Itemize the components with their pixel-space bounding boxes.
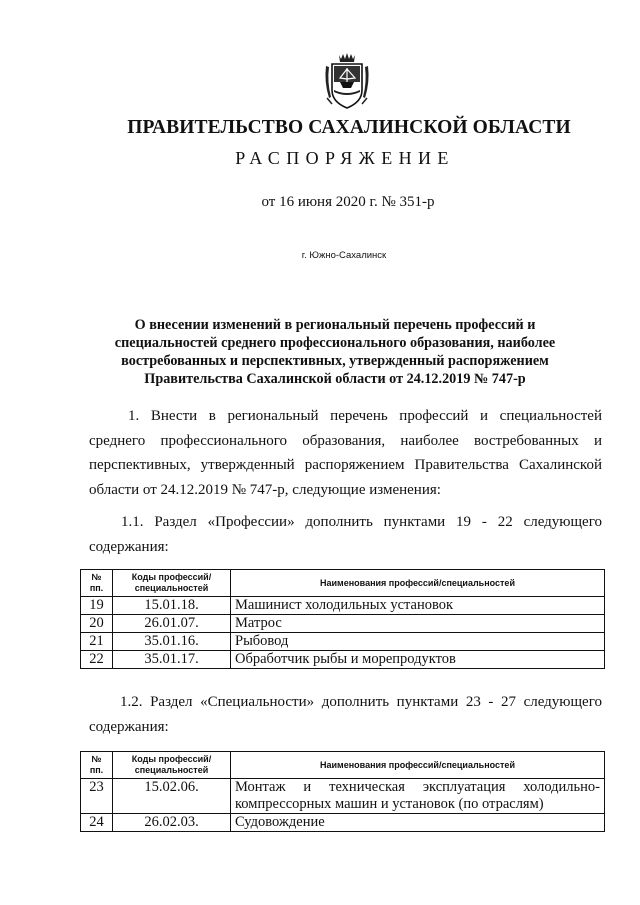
header-name: Наименования профессий/специальностей bbox=[231, 752, 605, 779]
header-num: № пп. bbox=[81, 752, 113, 779]
document-type: РАСПОРЯЖЕНИЕ bbox=[235, 148, 455, 168]
row-code: 15.01.18. bbox=[113, 597, 231, 615]
row-name: Обработчик рыбы и морепродуктов bbox=[231, 651, 605, 669]
row-code: 26.01.07. bbox=[113, 615, 231, 633]
table-header-row bbox=[81, 570, 605, 597]
row-num: 20 bbox=[81, 615, 113, 633]
row-name: Судовождение bbox=[231, 814, 605, 832]
specialties-table bbox=[80, 751, 605, 832]
government-name: ПРАВИТЕЛЬСТВО САХАЛИНСКОЙ ОБЛАСТИ bbox=[127, 117, 571, 138]
document-subject: О внесении изменений в региональный перечень профессий и специальностей среднего профессионального образования, наиболее востребованных и перспективных, утвержденный распоряжением Правительства Сахалинской области от 24.12.2019 № 747-р bbox=[114, 317, 556, 387]
paragraph-1: 1. Внести в региональный перечень профессий и специальностей среднего профессионального образования, наиболее востребованных и перспективных, утвержденный распоряжением Правительства Сахалинской области от 24.12.2019 № 747-р, следующие изменения: bbox=[89, 408, 602, 498]
table-row bbox=[81, 615, 605, 633]
paragraph-1-2: 1.2. Раздел «Специальности» дополнить пунктами 23 - 27 следующего содержания: bbox=[89, 694, 602, 735]
row-code: 35.01.16. bbox=[113, 633, 231, 651]
paragraph-1-1: 1.1. Раздел «Профессии» дополнить пунктами 19 - 22 следующего содержания: bbox=[89, 514, 602, 555]
document-date-number: от 16 июня 2020 г. № 351-р bbox=[261, 194, 435, 210]
document-city: г. Южно-Сахалинск bbox=[301, 250, 387, 261]
table-header-row bbox=[81, 752, 605, 779]
row-num: 23 bbox=[81, 779, 113, 814]
table-row bbox=[81, 779, 605, 814]
header-name: Наименования профессий/специальностей bbox=[231, 570, 605, 597]
header-code: Коды профессий/ специальностей bbox=[113, 570, 231, 597]
row-name: Рыбовод bbox=[231, 633, 605, 651]
row-num: 21 bbox=[81, 633, 113, 651]
row-name: Матрос bbox=[231, 615, 605, 633]
row-name: Монтаж и техническая эксплуатация холодильно-компрессорных машин и установок (по отраслям) bbox=[231, 779, 605, 814]
row-num: 19 bbox=[81, 597, 113, 615]
row-name: Машинист холодильных установок bbox=[231, 597, 605, 615]
table-row bbox=[81, 633, 605, 651]
row-code: 26.02.03. bbox=[113, 814, 231, 832]
professions-table bbox=[80, 569, 605, 669]
sakhalin-coat-of-arms-icon bbox=[322, 52, 372, 110]
row-num: 24 bbox=[81, 814, 113, 832]
table-row bbox=[81, 597, 605, 615]
row-code: 15.02.06. bbox=[113, 779, 231, 814]
row-code: 35.01.17. bbox=[113, 651, 231, 669]
table-row bbox=[81, 814, 605, 832]
header-num: № пп. bbox=[81, 570, 113, 597]
row-num: 22 bbox=[81, 651, 113, 669]
table-row bbox=[81, 651, 605, 669]
header-code: Коды профессий/ специальностей bbox=[113, 752, 231, 779]
